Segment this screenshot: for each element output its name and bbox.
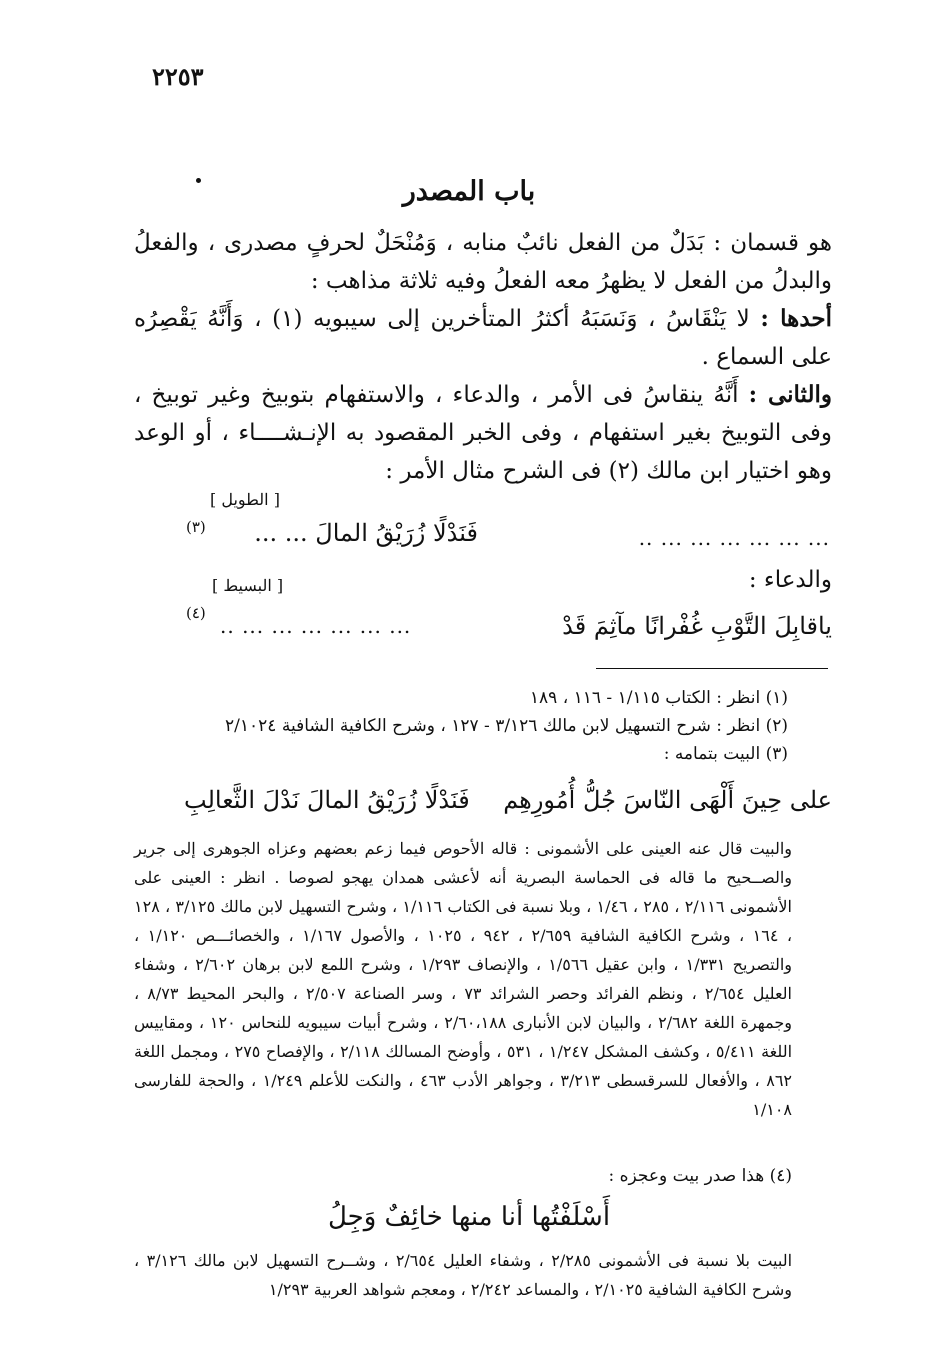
footnote-3-body bbox=[134, 834, 792, 1124]
page-number: ٢٢٥٣ bbox=[152, 62, 204, 91]
footnote-4-verse: أَسْلَفْتُها أنا منها خائِفٌ وَجِلُ bbox=[327, 1202, 611, 1232]
footnote-3-verse-second-half: فَنَدْلًا زُرَيْقُ المالَ نَدْلَ الثَّعالِبِ bbox=[184, 786, 470, 814]
footnote-1: (١) انظر : الكتاب ١/١١٥ - ١١٦ ، ١٨٩ bbox=[529, 688, 788, 708]
footnote-3-verse-first-half: على حِينَ أَلْهَى النّاسَ جُلُّ أُمُورِهِم bbox=[503, 786, 832, 814]
verse2-dots: ... ... ... ... ... ... .. bbox=[220, 614, 412, 638]
second-view-label: والثانى : bbox=[748, 381, 832, 408]
second-view-paragraph bbox=[134, 376, 832, 490]
second-view-text: أَنَّهُ ينقاسُ فى الأمر ، والدعاء ، والاستفهام بتوبيخ وغير توبيخ ، وفى التوبيخ بغير استفهام ، وفى الخبر المقصود به الإنـشــــاء ، أو الوعد وهو اختيار ابن مالك (٢) فى الشرح مثال الأمر : bbox=[134, 382, 832, 484]
first-view-text: لا يَنْقَاسُ ، وَنَسَبَهُ أكثرُ المتأخرين إلى سيبويه (١) ، وَأَنَّهُ يَقْصِرُه على السماع . bbox=[134, 306, 832, 370]
chapter-title: باب المصدر bbox=[402, 176, 536, 207]
first-view-paragraph bbox=[134, 300, 832, 376]
footnote-4-body bbox=[134, 1246, 792, 1304]
verse1-text: فَنَدْلًا زُرَيْقُ المالَ ... ... bbox=[254, 519, 478, 547]
footnote-separator bbox=[596, 668, 828, 669]
verse1-dots: ... ... ... ... ... ... .. bbox=[638, 526, 830, 550]
main-text bbox=[134, 224, 832, 490]
intro-paragraph: هو قسمان : بَدَلٌ من الفعل نائبٌ منابه ، وَمُنْحَلٌ لحرفٍ مصدرى ، والفعلُ والبدلُ من الفعل لا يظهرُ معه الفعلُ وفيه ثلاثة مذاهب : bbox=[134, 230, 832, 294]
footnote-4-intro-text: (٤) هذا صدر بيت وعجزه : bbox=[608, 1166, 792, 1186]
verse1-meter: [ الطويل ] bbox=[210, 490, 280, 509]
footnote-4-text: البيت بلا نسبة فى الأشمونى ٢/٢٨٥ ، وشفاء العليل ٢/٦٥٤ ، وشــرح التسهيل لابن مالك ٣/١٢٦ ، وشرح الكافية الشافية ٢/١٠٢٥ ، والمساعد ٢/٢٤٢ ، ومعجم شواهد العربية ١/٢٩٣ bbox=[134, 1251, 793, 1299]
verse2-note-ref: (٤) bbox=[186, 604, 206, 622]
footnote-4-intro bbox=[134, 1162, 792, 1191]
verse2-text: ياقابِلَ التَّوْبِ غُفْرانًا مآثِمَ قَدْ bbox=[562, 612, 832, 640]
footnote-3-text: والبيت قال عنه العينى على الأشمونى : قاله الأحوص فيما زعم بعضهم وعزاه الجوهرى إلى جرير والصــحيح ما قاله فى الحماسة البصرية أنه لأعشى همدان يهجو لصوصا . انظر : العينى على الأشمونى ٢/١١٦ ، ٢٨٥ ، ١/٤٦ ، وبلا نسبة فى الكتاب ١/١١٦ ، وشرح التسهيل لابن مالك ٣/١٢٥ ، ١٢٨ ، ١٦٤ ، وشرح الكافية الشافية ٢/٦٥٩ ، ٩٤٢ ، ١٠٢٥ ، والأصول ١/١٦٧ ، والخصائـــص ١/١٢٠ ، والتصريح ١/٣٣١ ، وابن عقيل ١/٥٦٦ ، والإنصاف ١/٢٩٣ ، وشرح اللمع لابن برهان ٢/٦٠٢ ، وشفاء العليل ٢/٦٥٤ ، ونظم الفرائد وحصر الشرائد ٧٣ ، وسر الصناعة ٢/٥٠٧ ، والبحر المحيط ٨/٧٣ ، وجمهرة اللغة ٢/٦٨٢ ، والبيان لابن الأنبارى ٢/٦٠،١٨٨ ، وشرح أبيات سيبويه للنحاس ١٢٠ ، ومقاييس اللغة ٥/٤١١ ، وكشف المشكل ١/٢٤٧ ، ٥٣١ ، وأوضح المسالك ٢/١١٨ ، والإفصاح ٢٧٥ ، ومجمل اللغة ٨٦٢ ، والأفعال للسرقسطى ٣/٢١٣ ، وجواهر الأدب ٤٦٣ ، والنكت للأعلم ١/٢٤٩ ، والحجة للفارسى ١/١٠٨ bbox=[134, 839, 793, 1119]
first-view-label: أحدها : bbox=[760, 305, 832, 332]
footnotes-block bbox=[134, 684, 788, 768]
footnote-3-intro: (٣) البيت بتمامه : bbox=[663, 744, 788, 764]
verse2-meter: [ البسيط ] bbox=[212, 576, 284, 595]
duaa-label: والدعاء : bbox=[748, 567, 832, 593]
verse1-note-ref: (٣) bbox=[186, 518, 206, 536]
footnote-2: (٢) انظر : شرح التسهيل لابن مالك ٣/١٢٦ - ١٢٧ ، وشرح الكافية الشافية ٢/١٠٢٤ bbox=[225, 716, 788, 736]
